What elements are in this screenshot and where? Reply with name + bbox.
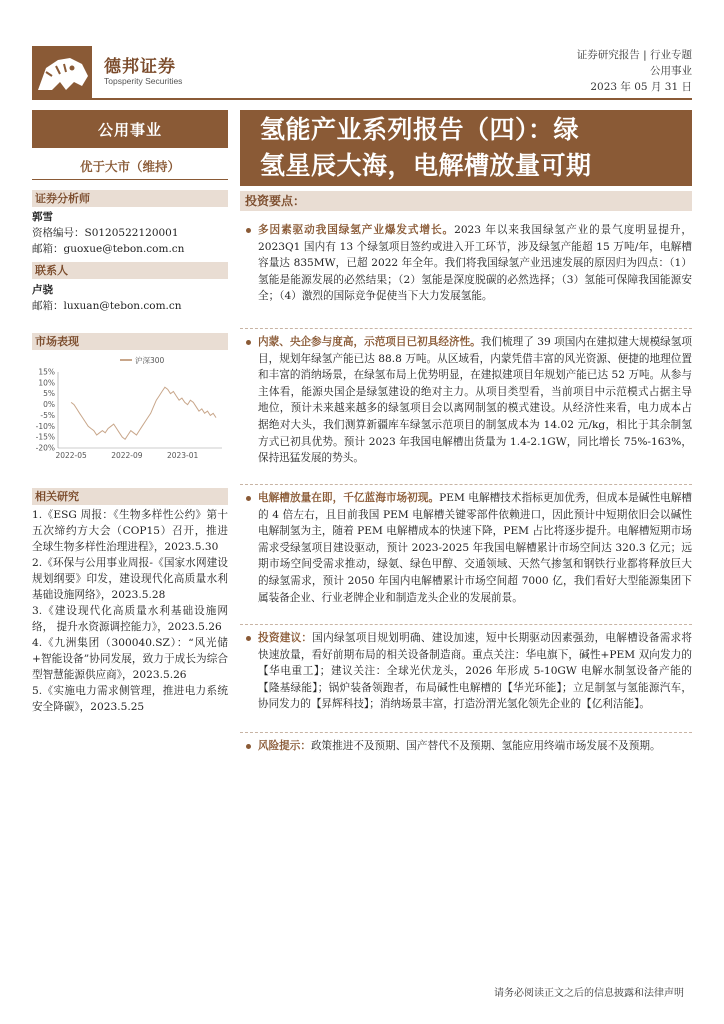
point-paragraph	[240, 630, 692, 713]
point-paragraph	[240, 334, 692, 467]
point-lead: 电解槽放量在即，千亿蓝海市场初现。	[258, 492, 440, 504]
rating-label: 优于大市（维持）	[79, 159, 180, 174]
point-body: PEM 电解槽技术指标更加优秀，但成本是碱性电解槽的 4 倍左右，且目前我国 PEM 电解槽关键零部件依赖进口，因此预计中短期依旧会以碱性电解制氢为主，随着 PEM 电解槽成本的快速下降，PEM 占比将逐步提升。电解槽短期市场需求受绿氢项目建设驱动，预计 2023-2025 年我国电解槽累计市场空间达 320.3 亿元；远期市场空间受需求推动，绿氨、绿色甲醇、交通领域、天然气掺氢和钢铁行业都将释放巨大的绿氢需求，预计 2050 年国内电解槽累计市场空间超 7000 亿，我们看好大型能源集团下属装备企业、行业老牌企业和制造龙头企业的发展前景。	[258, 492, 693, 604]
point-lead: 风险提示：	[258, 740, 311, 752]
report-date: 2023 年 05 月 31 日	[590, 81, 692, 93]
y-tick-label: -5%	[40, 410, 55, 420]
y-tick-label: 10%	[38, 378, 55, 388]
disclaimer-footer: 请务必阅读正文之后的信息披露和法律声明	[494, 988, 684, 999]
bullet-icon	[246, 228, 251, 233]
divider	[240, 484, 692, 485]
y-tick-label: -20%	[35, 443, 55, 453]
report-type: 证券研究报告 | 行业专题	[576, 49, 692, 61]
sector-label: 公用事业	[32, 110, 228, 148]
report-title	[240, 110, 692, 186]
y-axis-ticks	[36, 368, 55, 453]
research-item[interactable]: 4.《九洲集团（300040.SZ）：“风光储+智能设备”协同发展，致力于成长为综合型智慧能源供应商》，2023.5.26	[32, 637, 228, 681]
contact-email[interactable]: 邮箱：luxuan@tebon.com.cn	[32, 300, 182, 312]
contact-name: 卢骁	[32, 284, 53, 296]
rating-divider	[32, 179, 228, 180]
market-heading: 市场表现	[32, 333, 228, 350]
divider	[240, 328, 692, 329]
y-tick-label: 15%	[38, 367, 55, 377]
point-paragraph	[240, 490, 692, 606]
brand-logo	[32, 46, 192, 98]
report-industry: 公用事业	[650, 65, 692, 77]
hs300-series-line	[71, 387, 216, 439]
market-performance-chart	[32, 352, 228, 464]
analyst-info	[32, 209, 228, 257]
point-body: 国内绿氢项目规划明确、建设加速，短中长期驱动因素强劲，电解槽设备需求将快速放量，看好前期布局的相关设备制造商。重点关注：华电旗下，碱性+PEM 双向发力的【华电重工】；建议关注：全球光伏龙头，2026 年形成 5-10GW 电解水制氢设备产能的【隆基绿能】；锅炉装备领跑者，布局碱性电解槽的【华光环能】；立足制氢与氢能源汽车，协同发力的【昇辉科技】；消纳场景丰富，打造汾渭光氢化领先企业的【亿利洁能】。	[258, 632, 693, 711]
report-header-meta	[577, 47, 692, 95]
investment-highlights-heading: 投资要点：	[240, 191, 692, 211]
analyst-heading: 证券分析师	[32, 190, 228, 207]
contact-heading: 联系人	[32, 262, 228, 279]
contact-info	[32, 282, 228, 314]
divider	[240, 624, 692, 625]
legend-label: 沪深300	[135, 356, 165, 365]
research-item[interactable]: 1.《ESG 周报：《生物多样性公约》第十五次缔约方大会（COP15）召开，推进全球生物多样性治理进程》，2023.5.30	[32, 509, 228, 553]
bullet-icon	[246, 636, 251, 641]
title-line-2: 氢星辰大海，电解槽放量可期	[260, 151, 592, 180]
point-paragraph	[240, 738, 692, 755]
point-lead: 投资建议：	[258, 632, 313, 644]
bullet-icon	[246, 496, 251, 501]
related-research-list	[32, 507, 228, 715]
point-lead: 内蒙、央企参与度高，示范项目已初具经济性。	[258, 336, 481, 348]
point-body: 政策推进不及预期、国产替代不及预期、氢能应用终端市场发展不及预期。	[310, 740, 661, 752]
research-item[interactable]: 2.《环保与公用事业周报-《国家水网建设规划纲要》印发，建设现代化高质量水利基础设施网络》，2023.5.28	[32, 557, 228, 601]
y-tick-label: -10%	[35, 421, 55, 431]
bullet-icon	[246, 340, 251, 345]
tiger-logo-icon	[32, 46, 92, 98]
analyst-email[interactable]: 邮箱：guoxue@tebon.com.cn	[32, 243, 185, 255]
title-line-1: 氢能产业系列报告（四）：绿	[260, 115, 580, 144]
y-tick-label: -15%	[35, 432, 55, 442]
x-tick-label: 2022-09	[111, 451, 143, 460]
x-axis-ticks	[55, 451, 198, 460]
bullet-icon	[246, 744, 251, 749]
x-tick-label: 2023-01	[166, 451, 199, 460]
brand-name: 德邦证券	[104, 57, 176, 77]
point-body: 2023 年以来我国绿氢产业的景气度明显提升，2023Q1 国内有 13 个绿氢项目签约或进入开工环节，涉及绿氢产能超 15 万吨/年，电解槽容量达 835MW，已超 2022 年全年。我们将我国绿氢产业迅速发展的原因归为四点：（1）氢能是能源发展的必然结果；（2）氢能是深度脱碳的必然选择；（3）氢能可保障我国能源安全；（4）激烈的国际竞争促使当下大力发展氢能。	[258, 224, 693, 303]
brand-name-en: Topsperity Securities	[104, 76, 183, 86]
y-tick-label: 0%	[43, 400, 55, 410]
point-paragraph	[240, 222, 692, 305]
research-item[interactable]: 3.《建设现代化高质量水利基础设施网络， 提升水资源调控能力》，2023.5.26	[32, 605, 228, 633]
header-divider	[32, 98, 692, 100]
x-tick-label: 2022-05	[55, 451, 87, 460]
analyst-cert: 资格编号：S0120522120001	[32, 227, 179, 239]
analyst-name: 郭雪	[32, 211, 53, 223]
y-tick-label: 5%	[43, 389, 55, 399]
point-lead: 多因素驱动我国绿氢产业爆发式增长。	[258, 224, 455, 236]
research-heading: 相关研究	[32, 488, 228, 505]
research-item[interactable]: 5.《实施电力需求侧管理，推进电力系统安全降碳》，2023.5.25	[32, 685, 228, 713]
point-body: 我们梳理了 39 项国内在建拟建大规模绿氢项目，规划年绿氢产能已达 88.8 万吨。从区域看，内蒙凭借丰富的风光资源、便捷的地理位置和丰富的消纳场景，在绿氢布局上优势明显，在建拟建项目年规划产能已达 52 万吨。从参与主体看，能源央国企是绿氢建设的绝对主力。从项目类型看，当前项目中示范模式占据主导地位，预计未来越来越多的绿氢项目会以离网制氢的模式建设。从经济性来看，电力成本占据绝对大头，我们测算新疆库车绿氢示范项目的制氢成本为 14.02 元/kg，相比于其余制氢方式已初具优势。预计 2023 年我国电解槽出货量为 1.4-2.1GW，同比增长 75%-163%，保持迅猛发展的势头。	[258, 336, 692, 465]
divider	[240, 732, 692, 733]
